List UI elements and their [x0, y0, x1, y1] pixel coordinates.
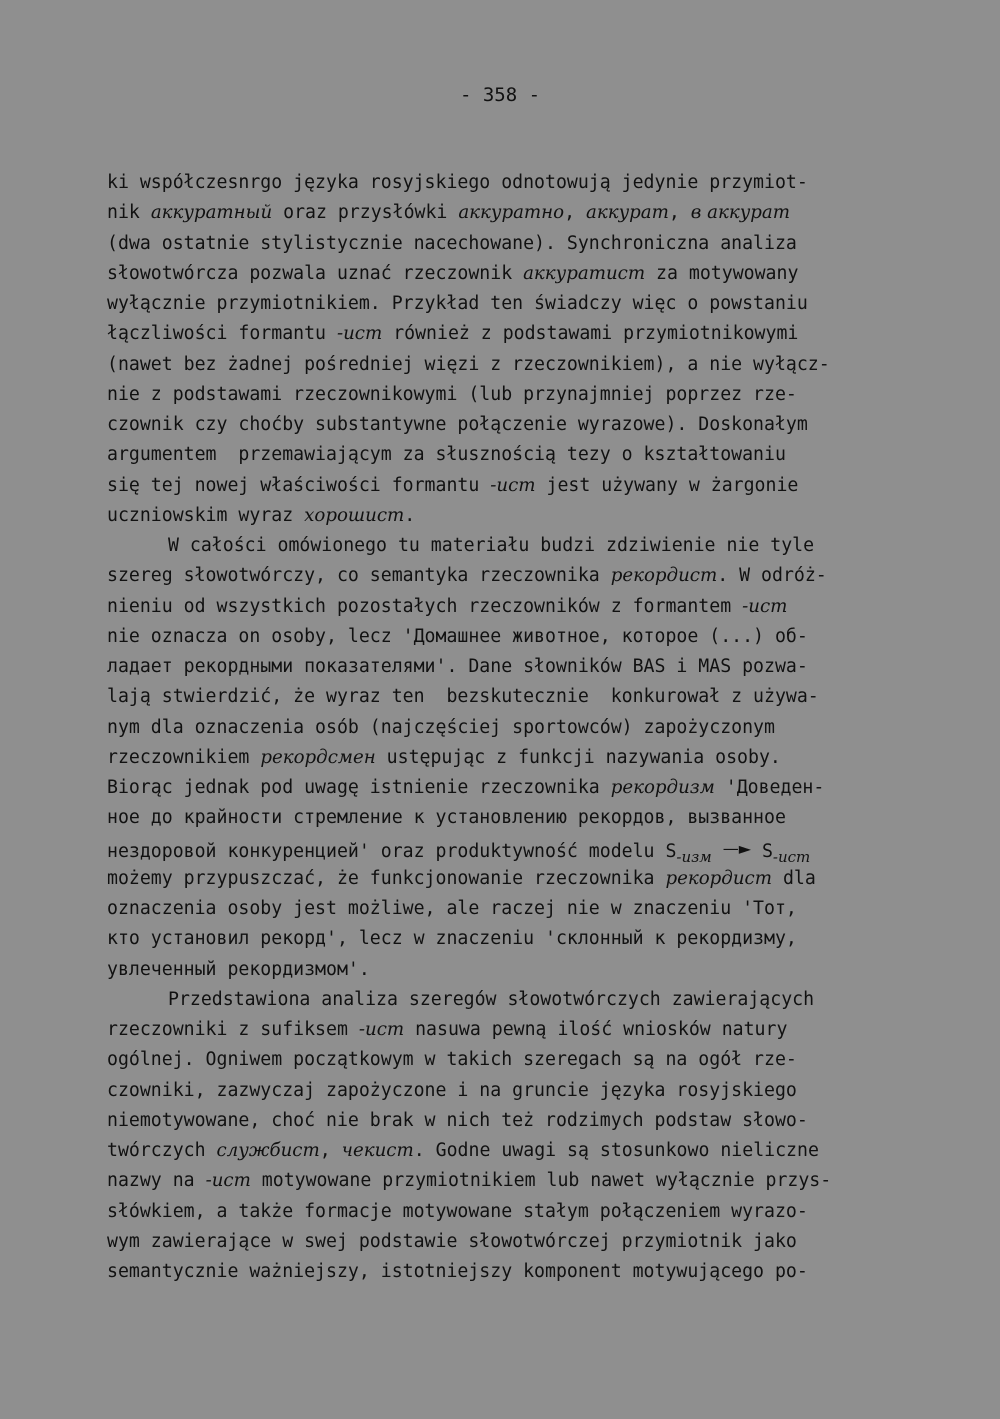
text-segment: кто установил рекорд', lecz w znaczeniu 'склонный к рекордизму,: [107, 928, 797, 950]
text-segment: motywowane przymiotnikiem lub nawet wyłącznie przys-: [250, 1170, 832, 1192]
text-segment: Biorąc jednak pod uwagę istnienie rzeczownika: [107, 777, 611, 798]
text-segment: 'Доведен-: [714, 777, 825, 798]
text-segment: nik: [107, 202, 151, 224]
text-segment: [712, 841, 723, 862]
text-segment: ,: [564, 202, 587, 224]
text-segment: również z podstawami przymiotnikowymi: [382, 323, 799, 345]
cited-word: рекордист: [665, 867, 772, 889]
text-line: [107, 229, 907, 259]
text-line: [107, 168, 907, 198]
text-segment: ,: [319, 1140, 342, 1161]
subscript-suffix: -изм: [676, 847, 712, 866]
text-segment: słowotwórcza pozwala uznać rzeczownik: [107, 262, 524, 284]
text-line: [107, 440, 907, 470]
cited-word: рекордист: [610, 565, 718, 587]
cited-word: -ист: [490, 474, 536, 496]
text-line: [107, 834, 907, 864]
text-segment: rzeczownikiem: [107, 746, 261, 768]
text-line: [107, 350, 907, 380]
text-segment: szereg słowotwórczy, co semantyka rzeczownika: [107, 565, 611, 587]
text-segment: nazwy na: [107, 1170, 206, 1192]
cited-word: -ист: [742, 595, 788, 617]
text-segment: dla: [772, 867, 816, 889]
text-line: [107, 1257, 907, 1287]
text-line: [107, 1227, 907, 1257]
text-segment: нездоровой конкуренцией' oraz produktywność modelu S: [107, 840, 677, 862]
text-line: [107, 864, 907, 894]
text-segment: argumentem przemawiającym za słusznością tezy o kształtowaniu: [107, 444, 786, 466]
text-line: [107, 743, 907, 773]
text-segment: S: [751, 840, 773, 862]
text-segment: wym zawierające w swej podstawie słowotwórczej przymiotnik jako: [107, 1230, 797, 1252]
text-segment: czownik czy choćby substantywne połączenie wyrazowe). Doskonałym: [107, 414, 808, 435]
cited-word: аккуратно: [458, 202, 565, 224]
text-segment: się tej nowej właściwości formantu: [107, 474, 491, 496]
text-segment: ладает рекордными показателями'. Dane słowników BAS i MAS pozwa-: [107, 656, 808, 677]
cited-word: -ист: [358, 1019, 405, 1040]
text-segment: możemy przypuszczać, że funkcjonowanie rzeczownika: [107, 867, 666, 889]
text-segment: twórczych: [107, 1140, 217, 1161]
text-segment: nie z podstawami rzeczownikowymi (lub przynajmniej poprzez rze-: [107, 383, 797, 405]
text-line: [107, 803, 907, 833]
text-line: [107, 198, 907, 228]
text-line: [107, 1166, 907, 1196]
text-line: [107, 380, 907, 410]
text-segment: semantycznie ważniejszy, istotniejszy komponent motywującego po-: [107, 1261, 808, 1282]
text-segment: (dwa ostatnie stylistycznie nacechowane). Synchroniczna analiza: [107, 232, 797, 254]
paragraph-first-line: [107, 985, 907, 1015]
text-segment: W całości omówionego tu materiału budzi zdziwienie nie tyle: [168, 535, 815, 556]
cited-word: -ист: [205, 1170, 251, 1192]
text-segment: ki współczesnrgo języka rosyjskiego odnotowują jedynie przymiot-: [107, 172, 808, 193]
text-segment: . Godne uwagi są stosunkowo nieliczne: [413, 1140, 819, 1161]
text-line: [107, 1045, 907, 1075]
text-segment: . W odróż-: [717, 565, 827, 587]
text-segment: wyłącznie przymiotnikiem. Przykład ten świadczy więc o powstaniu: [107, 293, 808, 314]
paragraph-first-line: [107, 531, 907, 561]
text-line: [107, 622, 907, 652]
text-line: [107, 501, 907, 531]
text-line: [107, 713, 907, 743]
text-segment: łączliwości formantu: [107, 323, 337, 345]
text-segment: czowniki, zazwyczaj zapożyczone i na gruncie języka rosyjskiego: [107, 1079, 797, 1101]
cited-word: аккурат: [586, 202, 669, 224]
cited-word: -ист: [336, 323, 383, 345]
text-segment: ustępując z funkcji nazywania osoby.: [375, 746, 781, 768]
cited-word: рекордсмен: [260, 746, 376, 768]
text-line: [107, 319, 907, 349]
text-segment: jest używany w żargonie: [535, 474, 799, 496]
cited-word: в аккурат: [690, 202, 790, 224]
text-line: [107, 471, 907, 501]
text-segment: lają stwierdzić, że wyraz ten bezskutecznie konkurował z używa-: [107, 686, 819, 708]
text-segment: oraz przysłówki: [272, 202, 459, 224]
subscript-suffix: -ист: [772, 847, 811, 866]
text-line: [107, 259, 907, 289]
text-line: [107, 1197, 907, 1227]
text-line: [107, 924, 907, 954]
cited-word: службист: [216, 1140, 320, 1161]
text-segment: Przedstawiona analiza szeregów słowotwórczych zawierających: [168, 988, 815, 1010]
text-line: [107, 1106, 907, 1136]
body-text: [107, 168, 907, 1287]
text-segment: rzeczowniki z sufiksem: [107, 1019, 359, 1040]
text-segment: za motywowany: [645, 262, 799, 284]
text-line: [107, 652, 907, 682]
cited-word: хорошист: [304, 504, 405, 526]
text-line: [107, 894, 907, 924]
text-line: [107, 410, 907, 440]
text-segment: nym dla oznaczenia osób (najczęściej sportowców) zapożyczonym: [107, 716, 775, 738]
text-line: [107, 955, 907, 985]
text-line: [107, 1076, 907, 1106]
text-segment: nasuwa pewną ilość wniosków natury: [404, 1019, 788, 1040]
text-line: [107, 682, 907, 712]
text-segment: uczniowskim wyraz: [107, 504, 305, 526]
text-segment: nie oznacza on osoby, lecz 'Домашнее животное, которое (...) об-: [107, 625, 808, 647]
text-line: [107, 1136, 907, 1166]
text-segment: oznaczenia osoby jest możliwe, ale raczej nie w znaczeniu 'Тот,: [107, 898, 797, 919]
text-segment: niemotywowane, choć nie brak w nich też rodzimych podstaw słowo-: [107, 1109, 808, 1131]
text-segment: увлеченный рекордизмом'.: [107, 958, 370, 980]
text-segment: ogólnej. Ogniwem początkowym w takich szeregach są na ogół rze-: [107, 1049, 797, 1071]
text-segment: nieniu od wszystkich pozostałych rzeczowników z formantem: [107, 595, 743, 617]
text-segment: słówkiem, a także formacje motywowane stałym połączeniem wyrazo-: [107, 1200, 808, 1222]
text-line: [107, 773, 907, 803]
text-segment: ,: [668, 202, 691, 224]
text-line: [107, 561, 907, 591]
cited-word: аккуратист: [523, 262, 646, 284]
text-line: [107, 1015, 907, 1045]
text-segment: ное до крайности стремление к установлению рекордов, вызванное: [107, 807, 786, 829]
cited-word: чекист: [341, 1140, 414, 1161]
cited-word: рекордизм: [610, 777, 715, 798]
text-line: [107, 592, 907, 622]
page-number: - 358 -: [459, 84, 541, 106]
text-segment: (nawet bez żadnej pośredniej więzi z rzeczownikiem), a nie wyłącz-: [107, 353, 830, 375]
text-line: [107, 289, 907, 319]
arrow-icon: —►: [722, 838, 752, 858]
text-segment: .: [404, 504, 416, 526]
cited-word: аккуратный: [150, 202, 273, 224]
